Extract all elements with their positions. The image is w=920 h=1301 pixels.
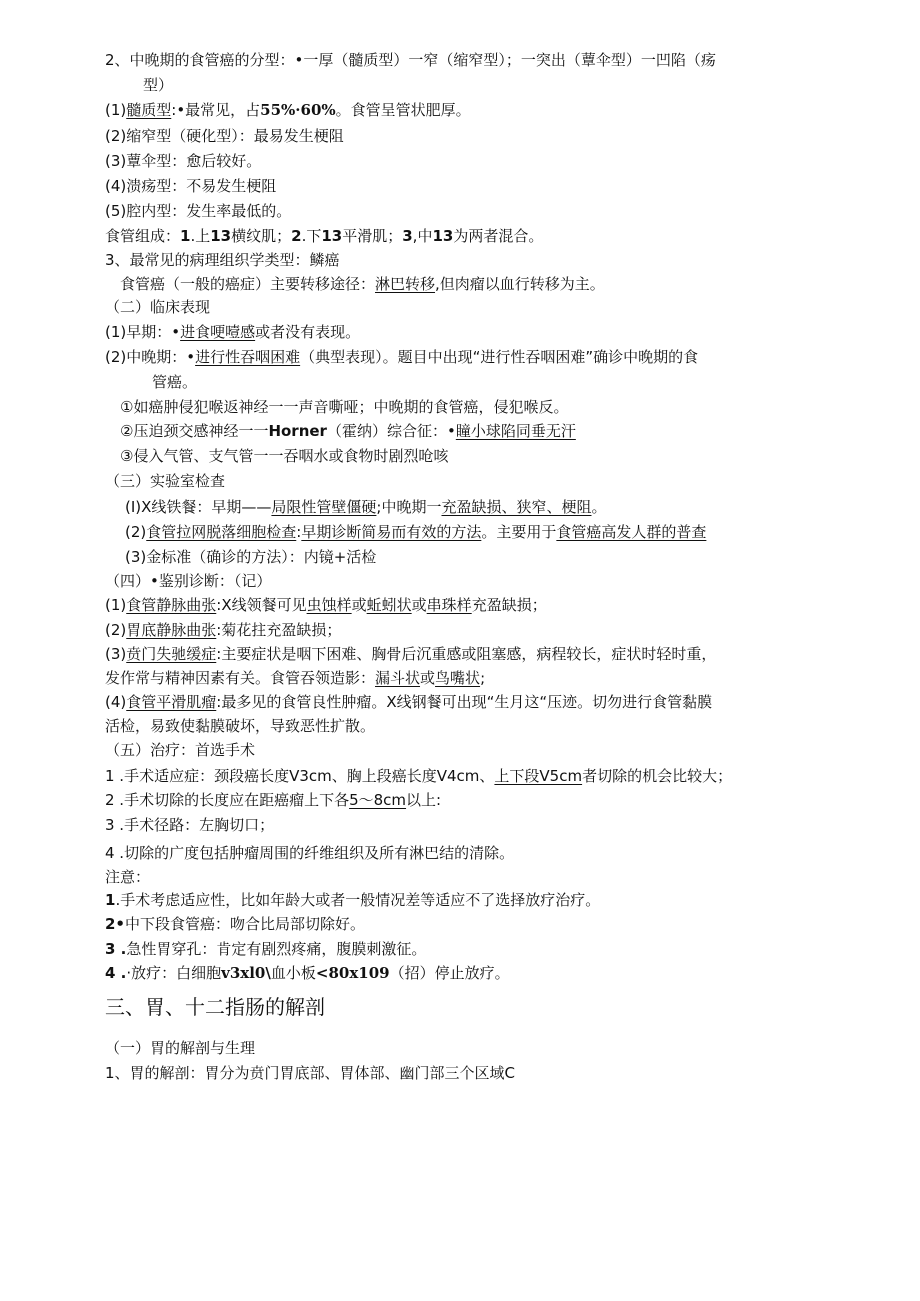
text-line — [143, 75, 173, 95]
text-segment: 横纹肌； — [231, 227, 292, 245]
bold-text: Horner — [268, 422, 327, 440]
text-line — [105, 151, 261, 171]
text-segment: 血小板 — [270, 964, 316, 982]
text-segment: :菊花拄充盈缺损； — [216, 621, 342, 639]
text-segment: 食管组成： — [105, 227, 181, 245]
text-segment: （霍纳）综合征：• — [326, 422, 456, 440]
underlined-term: 局限性管壁僵硬 — [271, 498, 377, 516]
text-line — [105, 471, 225, 491]
bold-text: 1 — [180, 227, 191, 245]
text-segment: :X线领餐可见 — [216, 596, 307, 614]
text-segment: (1) — [105, 101, 127, 119]
text-line — [105, 692, 712, 712]
text-segment: 2、中晚期的食管癌的分型：•一厚（髓质型）一窄（缩窄型）；一突出（蕈伞型）一凹陷（疡 — [105, 51, 716, 69]
text-line — [105, 890, 600, 910]
text-segment: ; — [480, 669, 486, 687]
text-segment: 3 .手术径路：左胸切口； — [105, 816, 275, 834]
bold-text: 2• — [105, 915, 126, 933]
underlined-term: 早期诊断简易而有效的方法 — [301, 523, 482, 541]
text-line — [125, 522, 706, 542]
text-segment: ①如癌肿侵犯喉返神经一一声音嘶哑；中晚期的食管癌，侵犯喉反。 — [120, 398, 569, 416]
text-segment: （三）实验室检查 — [105, 472, 226, 490]
text-line — [105, 595, 547, 615]
text-segment: ·放疗：白细胞 — [126, 964, 222, 982]
bold-text: 13 — [432, 227, 454, 245]
text-segment: 或 — [411, 596, 427, 614]
text-segment: 2 .手术切除的长度应在距癌瘤上下各 — [105, 791, 350, 809]
underlined-term: 进行性吞咽困难 — [195, 348, 301, 366]
text-segment: 。食管呈管状肥厚。 — [335, 101, 471, 119]
text-segment: 或 — [420, 669, 436, 687]
text-segment: 。主要用于 — [481, 523, 557, 541]
text-segment: 4 .切除的广度包括肿瘤周围的纤维组织及所有淋巴结的清除。 — [105, 844, 515, 862]
text-segment: （典型表现）。题目中出现“进行性吞咽困难”确诊中晚期的食 — [300, 348, 699, 366]
bold-text: 1 — [105, 891, 116, 909]
text-segment: 注意： — [105, 868, 151, 886]
text-line — [105, 347, 698, 367]
text-segment: 平滑肌； — [342, 227, 403, 245]
underlined-term: 淋巴转移 — [375, 275, 436, 293]
text-segment: (3)金标准（确诊的方法）：内镜+活检 — [125, 548, 377, 566]
text-line — [120, 397, 568, 417]
text-segment: ③侵入气管、支气管一一吞咽水或食物时剧烈呛咳 — [120, 447, 449, 465]
text-line — [105, 100, 471, 120]
text-line — [105, 571, 271, 591]
text-segment: 管癌。 — [152, 373, 198, 391]
text-line — [125, 547, 376, 567]
text-line — [105, 843, 514, 863]
text-segment: 3、最常见的病理组织学类型：鳞癌 — [105, 251, 340, 269]
bold-text: 3 . — [105, 940, 127, 958]
text-segment: ;中晚期一 — [376, 498, 442, 516]
underlined-term: 贲门失驰缓症 — [126, 645, 217, 663]
text-segment: ②压迫颈交感神经一一 — [120, 422, 269, 440]
text-line — [105, 790, 441, 810]
text-segment: (I)X线铁餐：早期—— — [125, 498, 272, 516]
underlined-term: 漏斗状 — [375, 669, 421, 687]
text-segment: 型） — [143, 76, 174, 94]
underlined-term: 上下段V5cm — [494, 767, 583, 785]
text-segment: （五）治疗：首选手术 — [105, 741, 256, 759]
text-line — [105, 1038, 255, 1058]
text-segment: 。 — [591, 498, 607, 516]
text-segment: :最多见的食管良性肿瘤。X线钢餐可出现“生月这“压迹。切勿进行食管黏膜 — [216, 693, 713, 711]
text-segment: (4)溃疡型：不易发生梗阻 — [105, 177, 277, 195]
text-line — [105, 716, 375, 736]
text-segment: （一）胃的解剖与生理 — [105, 1039, 256, 1057]
text-segment: 者切除的机会比较大； — [582, 767, 733, 785]
text-segment: （招）停止放疗。 — [389, 964, 510, 982]
text-segment: (1)早期：• — [105, 323, 181, 341]
text-line — [105, 740, 255, 760]
text-segment: 或 — [351, 596, 367, 614]
bold-text: 13 — [321, 227, 343, 245]
underlined-term: 蚯蚓状 — [366, 596, 412, 614]
underlined-term: 髓质型 — [126, 101, 172, 119]
text-line — [105, 126, 344, 146]
text-segment: :主要症状是咽下困难、胸骨后沉重感或阻塞感，病程较长，症状时轻时重， — [216, 645, 717, 663]
text-segment: 中下段食管癌：吻合比局部切除好。 — [125, 915, 366, 933]
text-segment: (1) — [105, 596, 127, 614]
underlined-term: 瞳小球陷同垂无汗 — [455, 422, 576, 440]
text-line — [105, 226, 543, 246]
text-segment: ,中 — [412, 227, 433, 245]
underlined-term: 食管静脉曲张 — [126, 596, 217, 614]
text-line — [105, 322, 360, 342]
text-segment: :•最常见，占 — [171, 101, 261, 119]
text-line — [105, 250, 340, 270]
text-line — [105, 201, 291, 221]
underlined-term: 5〜8cm — [349, 791, 407, 809]
text-segment: (3)蕈伞型：愈后较好。 — [105, 152, 262, 170]
text-line — [105, 1063, 515, 1083]
underlined-term: 食管癌高发人群的普查 — [556, 523, 707, 541]
text-segment: (3) — [105, 645, 127, 663]
text-segment: (2)中晚期：• — [105, 348, 196, 366]
text-segment: （四）•鉴别诊断：（记） — [105, 572, 272, 590]
text-line — [120, 446, 448, 466]
text-segment: .手术考虑适应性，比如年龄大或者一般情况差等适应不了选择放疗治疗。 — [115, 891, 601, 909]
text-segment: .上 — [190, 227, 211, 245]
text-line — [105, 867, 150, 887]
text-line — [105, 766, 732, 786]
text-segment: 活检，易致使黏膜破坏，导致恶性扩散。 — [105, 717, 376, 735]
text-segment: 充盈缺损； — [471, 596, 547, 614]
text-line — [120, 274, 605, 294]
text-segment: (4) — [105, 693, 127, 711]
text-line — [125, 497, 607, 517]
text-line — [105, 644, 716, 664]
text-line — [105, 914, 365, 934]
text-line — [105, 620, 341, 640]
text-segment: .下 — [301, 227, 322, 245]
text-segment: : — [296, 523, 302, 541]
bold-text: 13 — [210, 227, 232, 245]
text-segment: 急性胃穿孔：肯定有剧烈疼痛，腹膜刺激征。 — [126, 940, 427, 958]
underlined-term: 胃底静脉曲张 — [126, 621, 217, 639]
underlined-term: 串珠样 — [426, 596, 472, 614]
underlined-term: 鸟嘴状 — [435, 669, 481, 687]
underlined-term: 食管拉网脱落细胞检查 — [146, 523, 297, 541]
text-segment: 食管癌（一般的癌症）主要转移途径： — [120, 275, 376, 293]
text-segment: ,但肉瘤以血行转移为主。 — [435, 275, 605, 293]
text-segment: (5)腔内型：发生率最低的。 — [105, 202, 292, 220]
text-line — [105, 963, 510, 983]
bold-text: v3xl0\ — [221, 964, 271, 982]
text-line — [105, 176, 276, 196]
text-line — [120, 421, 576, 441]
text-segment: (2) — [125, 523, 147, 541]
text-segment: （二）临床表现 — [105, 298, 211, 316]
underlined-term: 进食哽噎感 — [180, 323, 256, 341]
text-segment: 1 .手术适应症：颈段癌长度V3cm、胸上段癌长度V4cm、 — [105, 767, 495, 785]
text-segment: (2)缩窄型（硬化型）：最易发生梗阻 — [105, 127, 344, 145]
text-line — [105, 939, 426, 959]
bold-text: 55%·60% — [260, 101, 336, 119]
text-line — [105, 815, 274, 835]
underlined-term: 食管平滑肌瘤 — [126, 693, 217, 711]
section-heading — [105, 994, 325, 1020]
text-line — [105, 297, 210, 317]
text-line — [105, 668, 485, 688]
text-segment: 以上: — [406, 791, 442, 809]
text-segment: 发作常与精神因素有关。食管吞领造影： — [105, 669, 376, 687]
text-segment: (2) — [105, 621, 127, 639]
text-segment: 或者没有表现。 — [255, 323, 361, 341]
underlined-term: 虫蚀样 — [306, 596, 352, 614]
bold-text: 2 — [291, 227, 302, 245]
text-line — [105, 50, 716, 70]
bold-text: 3 — [402, 227, 413, 245]
bold-text: 4 . — [105, 964, 127, 982]
text-segment: 三、胃、十二指肠的解剖 — [105, 995, 325, 1019]
text-line — [152, 372, 197, 392]
bold-text: <80x109 — [315, 964, 390, 982]
text-segment: 1、胃的解剖：胃分为贲门胃底部、胃体部、幽门部三个区域C — [105, 1064, 516, 1082]
text-segment: 为两者混合。 — [453, 227, 544, 245]
underlined-term: 充盈缺损、狭窄、梗阻 — [441, 498, 592, 516]
